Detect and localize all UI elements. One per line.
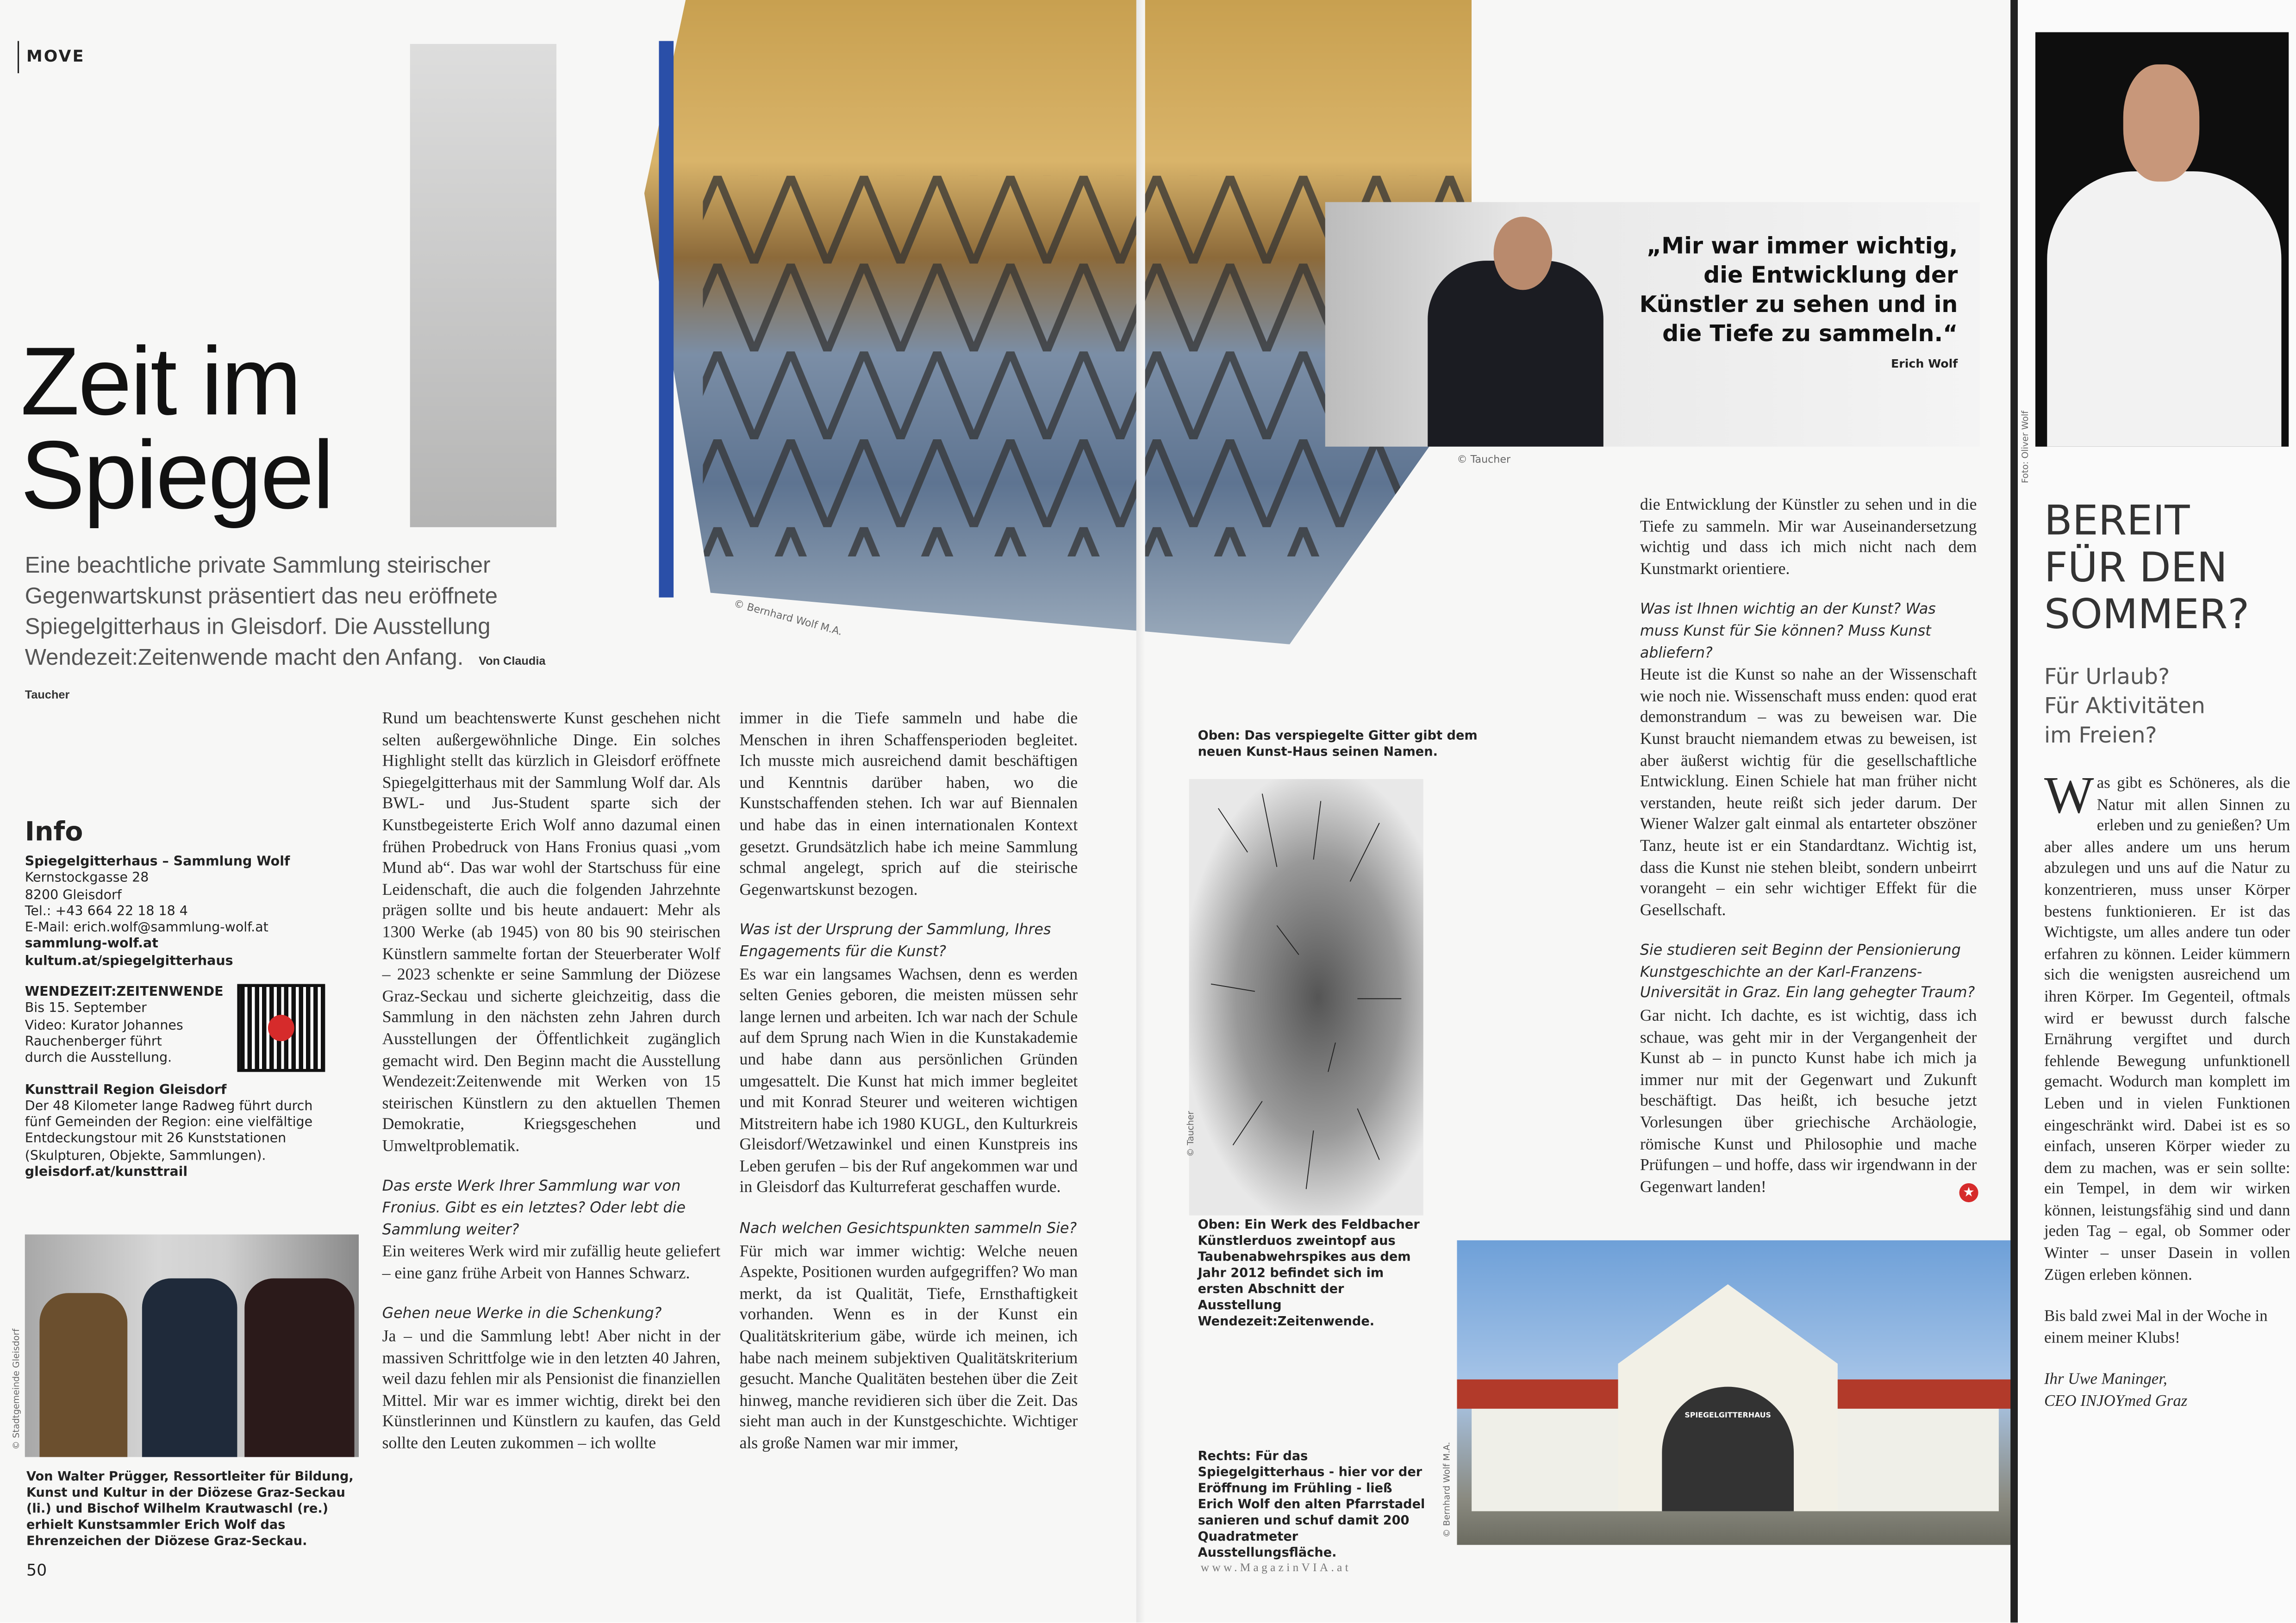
ad-sub-3: im Freien? xyxy=(2044,722,2157,749)
ad-sub-1: Für Urlaub? xyxy=(2044,663,2170,690)
title-line-2: Spiegel xyxy=(20,420,333,529)
info-exhibition: WENDEZEIT:ZEITENWENDE xyxy=(25,986,224,1000)
section-label: MOVE xyxy=(26,47,85,66)
ad-headline-3: SOMMER? xyxy=(2044,590,2250,639)
ad-body xyxy=(2044,766,2290,1412)
paragraph: Es war ein langsames Wachsen, denn es werden selten Genies geboren, die meisten müssen sehr lange lernen und arbeiten. Ich war nach der Schule auf dem Sprung nach Wien in die Kunstakademie und habe dann aus persönlichen Gründen umgesattelt. Die Kunst hat mich immer begleitet und mit Konrad Steurer und weiteren wichtigen Mitstreitern habe ich 1980 KUGL, den Kulturkreis Gleisdorf/Wetzawinkel und einen Kunstpreis ins Leben gerufen – bis der Ruf angekommen war und in Gleisdorf das Kulturreferat geschaffen wurde. xyxy=(739,966,1078,1197)
lead-text: Eine beachtliche private Sammlung steirischer Gegenwartskunst präsentiert das neu eröffnete Spiegelgitterhaus in Gleisdorf. Die Ausstellung Wendezeit:Zeitenwende macht den Anfang. xyxy=(25,553,498,671)
interview-question: Nach welchen Gesichtspunkten sammeln Sie? xyxy=(739,1221,1077,1238)
info-video-1: Video: Kurator Johannes xyxy=(25,1018,183,1034)
paragraph: Gar nicht. Ich dachte, es ist wichtig, dass ich schaue, was geht mir in der Vergangenheit der Kunst ab – in puncto Kunst habe ich mich ja immer nur mit der Gegenwart und Zukunft beschäftigt. Das heißt, ich besuche jetzt Vorlesungen über griechische Archäologie, römische Kunst und Philosophie und mache Prüfungen – und hoffe, dass wir irgendwann in der Gegenwart landen! xyxy=(1640,1007,1977,1196)
ad-headline-2: FÜR DEN xyxy=(2044,543,2227,592)
info-trail-title: Kunsttrail Region Gleisdorf xyxy=(25,1083,227,1098)
interview-question: Sie studieren seit Beginn der Pensionierung Kunstgeschichte an der Karl-Franzens-Universität in Graz. Ein lang gehegter Traum? xyxy=(1640,943,1975,1003)
paragraph: Für mich war immer wichtig: Welche neuen Aspekte, Positionen wurden aufgegriffen? Wo man merkt, da ist Qualität, Tiefe, Ernsthaftigkeit vorhanden. Wenn es in der Kunst ein Qualitätskriterium gäbe, würde ich meinen, ich habe nach meinem subjektiven Qualitätskriterium gesucht. Manche Qualitäten bestehen über die Zeit hinweg, manche revidieren sich über die Zeit. Das sieht man auch in der Kunstgeschichte. Wichtiger als große Namen war mir immer, xyxy=(739,1242,1078,1453)
info-video-3: durch die Ausstellung. xyxy=(25,1052,172,1067)
info-heading: Info xyxy=(25,817,83,848)
ad-photo-credit: Foto: Oliver Wolf xyxy=(2021,411,2031,483)
photo-left-credit: © Stadtgemeinde Gleisdorf xyxy=(12,1329,22,1450)
paragraph: Ein weiteres Werk wird mir zufällig heute geliefert – eine ganz frühe Arbeit von Hannes Schwarz. xyxy=(382,1243,721,1283)
footer-url[interactable]: www.MagazinVIA.at xyxy=(1200,1561,1352,1574)
text-column-3 xyxy=(1640,495,1977,1199)
building-sign: SPIEGELGITTERHAUS xyxy=(1685,1411,1771,1421)
byline: Von Claudia Taucher xyxy=(25,654,546,702)
info-video-2: Rauchenberger führt xyxy=(25,1035,162,1050)
title-line-1: Zeit im xyxy=(20,326,300,435)
info-web-link-2[interactable]: kultum.at/spiegelgitterhaus xyxy=(25,954,233,969)
video-play-icon xyxy=(268,1015,294,1041)
photo-spiegelgitterhaus-building xyxy=(1457,1240,2013,1545)
end-star-icon: ★ xyxy=(1959,1183,1978,1202)
pull-quote: „Mir war immer wichtig, die Entwicklung der Künstler zu sehen und in die Tiefe zu sammeln.“ xyxy=(1639,232,1958,347)
photo-credit-taucher: © Taucher xyxy=(1457,454,1511,466)
page-number-left: 50 xyxy=(26,1561,47,1580)
ad-dropcap: W xyxy=(2044,766,2094,824)
ad-closing: Bis bald zwei Mal in der Woche in einem meiner Klubs! xyxy=(2044,1308,2268,1347)
photo-award-ceremony xyxy=(25,1235,359,1457)
article-lead xyxy=(25,550,552,710)
info-phone: Tel.: +43 664 22 18 18 4 xyxy=(25,905,188,920)
interview-question: Was ist Ihnen wichtig an der Kunst? Was muss Kunst für Sie können? Muss Kunst abliefern? xyxy=(1640,602,1936,662)
info-trail-text: Der 48 Kilometer lange Radweg führt durch fünf Gemeinden der Region: eine vielfältige Entdeckungstour mit 26 Kunststationen (Skulpturen, Objekte, Sammlungen). xyxy=(25,1099,313,1164)
caption-mirror: Oben: Das verspiegelte Gitter gibt dem neuen Kunst-Haus seinen Namen. xyxy=(1198,729,1478,760)
building-fragment-image xyxy=(410,44,556,527)
photo-left-caption: Von Walter Prügger, Ressortleiter für Bildung, Kunst und Kultur in der Diözese Graz-Seckau (li.) und Bischof Wilhelm Krautwaschl (re.) erhielt Kunstsammler Erich Wolf das Ehrenzeichen der Diözese Graz-Seckau. xyxy=(26,1470,354,1549)
ad-signature-2: CEO INJOYmed Graz xyxy=(2044,1392,2188,1411)
interview-question: Das erste Werk Ihrer Sammlung war von Fronius. Gibt es ein letztes? Oder lebt die Sammlung weiter? xyxy=(382,1179,686,1239)
info-venue: Spiegelgitterhaus – Sammlung Wolf xyxy=(25,855,290,870)
info-trail-link[interactable]: gleisdorf.at/kunsttrail xyxy=(25,1166,188,1180)
info-email[interactable]: E-Mail: erich.wolf@sammlung-wolf.at xyxy=(25,921,268,936)
window-frame xyxy=(659,41,674,598)
ad-sub-2: Für Aktivitäten xyxy=(2044,693,2205,719)
building-credit: © Bernhard Wolf M.A. xyxy=(1442,1442,1453,1538)
ad-body-text: as gibt es Schöneres, als die Natur mit allen Sinnen zu erleben und zu genießen? Um aber alles andere um uns herum abzulegen und uns auf die Natur zu konzentrieren, muss unser Körper bestens funktionieren. Er ist das Wichtigste, um alles andere tun oder erfahren zu können. Leider kümmern sich die wenigsten ausreichend um ihren Körper. Im Gegenteil, oftmals wird er bewusst durch falsche Ernährung vergiftet und durch fehlende Bewegung unfunktionell gemacht. Wodurch man komplett im Leben und in vielen Funktionen eingeschränkt wird. Dabei ist es so einfach, unseren Körper wieder zu dem zu machen, was er sein sollte: ein Tempel, in dem wir wirken können, leistungsfähig sind und dann jeden Tag – egal, ob Sommer oder Winter – unser Dasein in vollen Zügen erleben können. xyxy=(2044,774,2290,1284)
text-column-2 xyxy=(739,709,1078,1455)
photo-spike-artwork xyxy=(1189,779,1423,1216)
spikes-credit: © Taucher xyxy=(1186,1111,1197,1157)
info-until: Bis 15. September xyxy=(25,1002,147,1017)
ad-headline-1: BEREIT xyxy=(2044,496,2190,545)
qr-code-icon[interactable] xyxy=(237,984,325,1072)
interview-question: Was ist der Ursprung der Sammlung, Ihres Engagements für die Kunst? xyxy=(739,923,1051,961)
paragraph: Ja – und die Sammlung lebt! Aber nicht in der massiven Schrittfolge wie in den letzten 40 Jahren, weil dazu fehlen mir als Pensionist die finanziellen Mittel. Mir war es immer wichtig, direkt bei den Künstlerinnen und Künstlern zu kaufen, das Geld sollte den Leuten zukommen – ich wollte xyxy=(382,1328,721,1453)
ad-subheadline xyxy=(2044,662,2205,750)
paragraph: immer in die Tiefe sammeln und habe die Menschen in ihren Schaffensperioden begleitet. Ich musste mich ausreichend damit beschäftigen und Kenntnis darüber haben, wo die Kunstschaffenden stehen. Ich war auf Biennalen und habe das in einen internationalen Kontext gesetzt. Grundsätzlich habe ich meine Sammlung schmal angelegt, sprich auf die steirische Gegenwartskunst bezogen. xyxy=(739,710,1078,899)
hero-credit: © Bernhard Wolf M.A. xyxy=(732,598,844,638)
info-web-link-1[interactable]: sammlung-wolf.at xyxy=(25,938,158,953)
ad-signature-1: Ihr Uwe Maninger, xyxy=(2044,1371,2167,1389)
paragraph: die Entwicklung der Künstler zu sehen und in die Tiefe zu sammeln. Mir war Auseinandersetzung wichtig und dass ich mich nicht nach dem Kunstmarkt orientiere. xyxy=(1640,496,1977,578)
paragraph: Rund um beachtenswerte Kunst geschehen nicht selten außergewöhnliche Dinge. Ein solches Highlight stellt das kürzlich in Gleisdorf eröffnete Spiegelgitterhaus mit der Sammlung Wolf dar. Als BWL- und Jus-Student sparte sich der Kunstbegeisterte Erich Wolf anno dazumal einen frühen Probedruck von Hans Fronius quasi „vom Mund ab“. Das war wohl der Startschuss für eine Leidenschaft, die auch die folgenden Jahrzehnte prägen sollte und bis heute andauert: Mehr als 1300 Werke (ab 1945) von 80 bis 90 steirischen Künstlern sammelte fortan der Steuerberater Wolf – 2023 schenkte er seine Sammlung der Diözese Graz-Seckau und sicherte gleichzeitig, dass die Sammlung in den nächsten zehn Jahren durch Ausstellungen der Öffentlichkeit zugänglich gemacht wird. Den Beginn macht die Ausstellung Wendezeit:Zeitenwende mit Werken von 15 steirischen Künstlern zu den aktuellen Themen Demokratie, Kriegsgeschehen und Umweltproblematik. xyxy=(382,710,721,1155)
pull-quote-author: Erich Wolf xyxy=(1890,357,1958,371)
section-rule xyxy=(18,41,19,74)
caption-building: Rechts: Für das Spiegelgitterhaus - hier vor der Eröffnung im Frühling - ließ Erich Wolf den alten Pfarrstadel sanieren und schuf damit 200 Quadratmeter Ausstellungsfläche. xyxy=(1198,1449,1425,1561)
caption-spikes: Oben: Ein Werk des Feldbacher Künstlerduos zweintopf aus Taubenabwehrspikes aus dem Jahr 2012 befindet sich im ersten Abschnitt der Ausstellung Wendezeit:Zeitenwende. xyxy=(1198,1218,1420,1330)
article-title xyxy=(20,326,333,529)
text-column-1 xyxy=(382,709,721,1455)
photo-uwe-maninger xyxy=(2035,32,2289,447)
page-gutter xyxy=(1136,0,1145,1623)
info-street: Kernstockgasse 28 xyxy=(25,872,149,886)
ad-headline xyxy=(2044,498,2249,639)
info-city: 8200 Gleisdorf xyxy=(25,888,122,903)
paragraph: Heute ist die Kunst so nahe an der Wissenschaft wie noch nie. Wissenschaft muss enden: quod erat demonstrandum – was zu beweisen war. Die Kunst braucht niemandem etwas zu beweisen, ist aber äußerst wichtig für die gesellschaftliche Entwicklung. Einen Schiele hat man früher nicht verstanden, heute reißt sich jeder darum. Der Wiener Walzer galt einmal als entarteter obszöner Tanz, heute ist er ein Standardtanz. Wichtig ist, dass die Kunst nie stehen bleibt, sondern unbeirrt vorangeht – ein sehr wichtiger Effekt für die Gesellschaft. xyxy=(1640,666,1977,919)
interview-question: Gehen neue Werke in die Schenkung? xyxy=(382,1307,662,1323)
page-divider xyxy=(2010,0,2018,1623)
